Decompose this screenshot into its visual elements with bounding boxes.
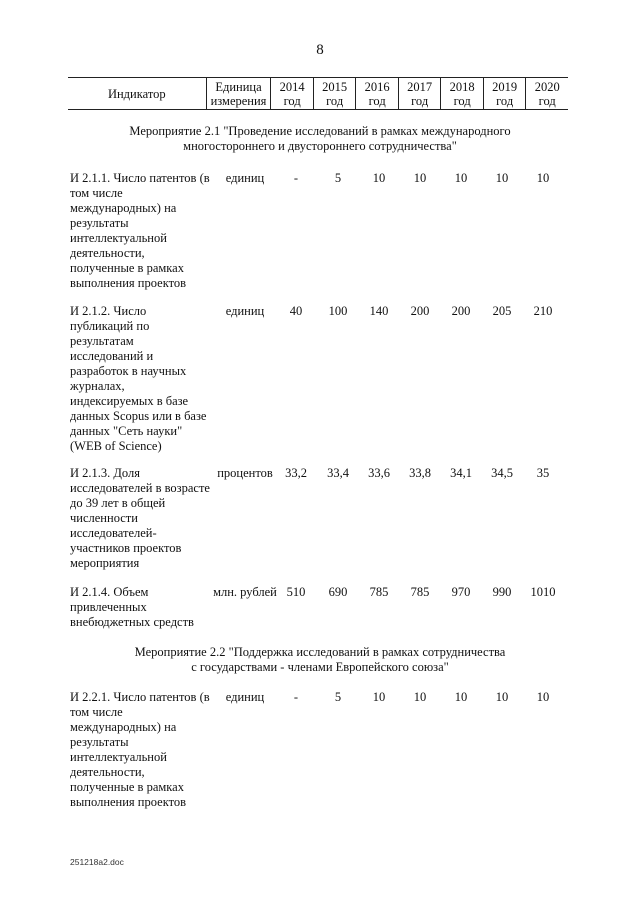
- indicator-unit: единиц: [225, 171, 265, 185]
- value-2017: 785: [410, 585, 430, 599]
- indicator-unit: процентов: [217, 466, 273, 480]
- indicator-table-header: [68, 77, 568, 110]
- header-year-label: 2019: [492, 80, 518, 94]
- value-2015: 5: [334, 171, 342, 185]
- value-2017: 33,8: [409, 466, 431, 480]
- header-year-label: 2017: [407, 80, 433, 94]
- indicator-name: И 2.1.3. Доля исследователей в возрасте до 39 лет в общей численности исследователей-участников проектов мероприятия: [70, 466, 210, 570]
- header-year-word: год: [326, 94, 344, 108]
- value-2014: -: [293, 171, 299, 185]
- value-2014: 510: [286, 585, 306, 599]
- header-indicator: [68, 78, 206, 110]
- section-title-line1: Мероприятие 2.1 "Проведение исследований в рамках международного: [129, 124, 511, 138]
- value-2018: 200: [451, 304, 471, 318]
- value-2019: 34,5: [491, 466, 513, 480]
- header-year-2014: [271, 78, 314, 110]
- value-2014: -: [293, 690, 299, 704]
- indicator-name: И 2.1.1. Число патентов (в том числе международных) на результаты интеллектуальной деятельности, полученные в рамках выполнения проектов: [70, 171, 210, 290]
- value-2020: 35: [536, 466, 550, 480]
- header-unit-line1: Единица: [215, 80, 262, 94]
- section-title-line1: Мероприятие 2.2 "Поддержка исследований в рамках сотрудничества: [134, 645, 506, 659]
- section-title: [60, 124, 580, 154]
- section-title-line2: с государствами - членами Европейского союза": [191, 660, 449, 674]
- header-year-word: год: [283, 94, 301, 108]
- value-2019: 990: [492, 585, 512, 599]
- header-year-2016: [356, 78, 399, 110]
- value-2017: 10: [413, 171, 427, 185]
- header-year-2020: [526, 78, 568, 110]
- value-2016: 785: [369, 585, 389, 599]
- value-2014: 33,2: [285, 466, 307, 480]
- header-unit-line2: измерения: [210, 94, 267, 108]
- header-year-label: 2014: [279, 80, 305, 94]
- value-2020: 210: [533, 304, 553, 318]
- indicator-unit: единиц: [225, 690, 265, 704]
- value-2015: 5: [334, 690, 342, 704]
- indicator-unit: единиц: [225, 304, 265, 318]
- header-year-label: 2015: [322, 80, 348, 94]
- value-2018: 10: [454, 690, 468, 704]
- header-indicator-label: Индикатор: [107, 87, 166, 101]
- header-year-word: год: [453, 94, 471, 108]
- indicator-name: И 2.1.4. Объем привлеченных внебюджетных средств: [70, 585, 194, 629]
- header-year-label: 2020: [534, 80, 560, 94]
- value-2020: 10: [536, 171, 550, 185]
- header-year-label: 2018: [449, 80, 475, 94]
- section-title-line2: многостороннего и двустороннего сотрудничества": [183, 139, 457, 153]
- section-title: [60, 645, 580, 675]
- header-year-word: год: [368, 94, 386, 108]
- header-year-word: год: [496, 94, 514, 108]
- value-2017: 200: [410, 304, 430, 318]
- value-2020: 10: [536, 690, 550, 704]
- value-2019: 10: [495, 171, 509, 185]
- header-year-2017: [398, 78, 441, 110]
- value-2016: 10: [372, 690, 386, 704]
- value-2015: 690: [328, 585, 348, 599]
- value-2018: 970: [451, 585, 471, 599]
- header-year-2019: [483, 78, 526, 110]
- value-2018: 34,1: [450, 466, 472, 480]
- header-year-label: 2016: [364, 80, 390, 94]
- header-year-word: год: [411, 94, 429, 108]
- indicator-unit: млн. рублей: [213, 585, 277, 599]
- value-2015: 33,4: [327, 466, 349, 480]
- value-2019: 205: [492, 304, 512, 318]
- value-2019: 10: [495, 690, 509, 704]
- value-2020: 1010: [530, 585, 556, 599]
- value-2016: 10: [372, 171, 386, 185]
- header-year-2018: [441, 78, 484, 110]
- value-2017: 10: [413, 690, 427, 704]
- value-2018: 10: [454, 171, 468, 185]
- value-2016: 140: [369, 304, 389, 318]
- value-2014: 40: [289, 304, 303, 318]
- header-unit: [206, 78, 271, 110]
- page-number: 8: [316, 42, 324, 58]
- header-year-2015: [313, 78, 356, 110]
- header-year-word: год: [538, 94, 556, 108]
- value-2016: 33,6: [368, 466, 390, 480]
- footer-doc-code: 251218a2.doc: [70, 857, 124, 867]
- indicator-name: И 2.2.1. Число патентов (в том числе международных) на результаты интеллектуальной деятельности, полученные в рамках выполнения проектов: [70, 690, 210, 809]
- indicator-name: И 2.1.2. Число публикаций по результатам исследований и разработок в научных журналах, индексируемых в базе данных Scopus или в базе данных "Сеть науки" (WEB of Science): [70, 304, 207, 453]
- value-2015: 100: [328, 304, 348, 318]
